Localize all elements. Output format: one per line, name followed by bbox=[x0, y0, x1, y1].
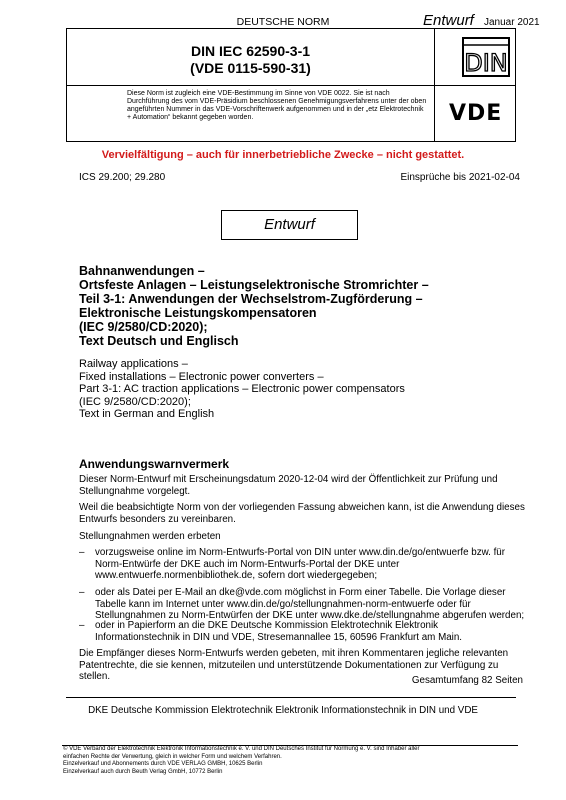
draft-box: Entwurf bbox=[221, 210, 358, 240]
ics-code: ICS 29.200; 29.280 bbox=[79, 172, 166, 183]
copyright-line: Einzelverkauf und Abonnements durch VDE VERLAG GMBH, 10625 Berlin bbox=[63, 761, 263, 767]
copyright-line: © VDE Verband der Elektrotechnik Elektronik Informationstechnik e. V. und DIN Deutsches Institut für Normung e. V. sind Inhaber aller bbox=[63, 746, 420, 752]
din-logo-text: DIN bbox=[464, 49, 508, 77]
copyright-notice bbox=[63, 746, 463, 776]
german-title-line: Bahnanwendungen – bbox=[79, 264, 205, 278]
bullet-online-portal: vorzugsweise online im Norm-Entwurfs-Portal von DIN unter www.din.de/go/entwuerfe bzw. für Norm-Entwürfe der DKE auch im Norm-Entwurfs-Portal der DKE unter www.entwuerfe.normenbibliothek.de, sofern dort wiedergegeben; bbox=[95, 547, 506, 581]
header-box bbox=[66, 28, 516, 142]
paragraph-comments-requested: Stellungnahmen werden erbeten bbox=[79, 531, 221, 542]
paragraph-patent-rights: Die Empfänger dieses Norm-Entwurfs werden gebeten, mit ihren Kommentaren jegliche relevanten Patentrechte, die sie kennen, mitzuteilen und unterstützende Dokumentationen zur Verfügung zu stellen. bbox=[79, 648, 509, 682]
issue-date: Januar 2021 bbox=[484, 17, 540, 28]
bullet-paper: oder in Papierform an die DKE Deutsche Kommission Elektrotechnik Elektronik Informationstechnik in DIN und VDE, Stresemannallee 15, 60596 Frankfurt am Main. bbox=[95, 620, 463, 643]
objection-deadline: Einsprüche bis 2021-02-04 bbox=[400, 172, 520, 183]
german-title bbox=[79, 264, 509, 348]
paragraph-deviation: Weil die beabsichtigte Norm von der vorliegenden Fassung abweichen kann, ist die Anwendung dieses Entwurfs besonders zu vereinbaren. bbox=[79, 502, 525, 525]
bullet-dash: – bbox=[79, 587, 85, 598]
vde-logo: VDE bbox=[449, 101, 503, 126]
english-title-line: (IEC 9/2580/CD:2020); bbox=[79, 395, 191, 408]
copyright-line: einfachen Rechte der Verwertung, gleich in welcher Form und welchem Verfahren. bbox=[63, 753, 282, 760]
document-number bbox=[67, 43, 434, 77]
din-logo bbox=[462, 37, 510, 77]
german-title-line: Elektronische Leistungskompensatoren bbox=[79, 306, 317, 320]
vde-notice: Diese Norm ist zugleich eine VDE-Bestimmung im Sinne von VDE 0022. Sie ist nach Durchführung des vom VDE-Präsidium beschlossenen Genehmigungsverfahrens unter der oben angeführten Nummer in das VDE-Vorschriftenwerk aufgenommen und in der „etz Elektrotechnik + Automation“ bekannt gegeben worden. bbox=[127, 90, 427, 121]
warning-notice-heading: Anwendungswarnvermerk bbox=[79, 457, 230, 471]
document-number-din: DIN IEC 62590-3-1 bbox=[190, 43, 311, 59]
german-title-line: Teil 3-1: Anwendungen der Wechselstrom-Zugförderung – bbox=[79, 292, 423, 306]
total-pages: Gesamtumfang 82 Seiten bbox=[411, 675, 523, 686]
list-item bbox=[79, 620, 525, 644]
document-number-vde: (VDE 0115-590-31) bbox=[190, 60, 311, 76]
english-title-line: Text in German and English bbox=[79, 408, 215, 420]
norm-type-label: DEUTSCHE NORM bbox=[236, 16, 330, 28]
german-title-line: (IEC 9/2580/CD:2020); bbox=[79, 320, 208, 334]
bullet-dash: – bbox=[79, 620, 85, 631]
dke-publisher: DKE Deutsche Kommission Elektrotechnik Elektronik Informationstechnik in DIN und VDE bbox=[88, 705, 478, 716]
german-title-line: Ortsfeste Anlagen – Leistungselektronische Stromrichter – bbox=[79, 278, 429, 292]
header-divider-horizontal bbox=[67, 85, 515, 86]
english-title-line: Fixed installations – Electronic power converters – bbox=[79, 370, 324, 383]
bullet-dash: – bbox=[79, 547, 85, 558]
english-title-line: Railway applications – bbox=[79, 358, 188, 370]
reproduction-warning: Vervielfältigung – auch für innerbetriebliche Zwecke – nicht gestattet. bbox=[101, 149, 465, 161]
german-title-line: Text Deutsch und Englisch bbox=[79, 334, 239, 348]
english-title-line: Part 3-1: AC traction applications – Electronic power compensators bbox=[79, 383, 405, 395]
copyright-line: Einzelverkauf auch durch Beuth Verlag GmbH, 10772 Berlin bbox=[63, 768, 223, 775]
draft-label: Entwurf bbox=[423, 12, 474, 29]
english-title bbox=[79, 358, 509, 421]
list-item bbox=[79, 587, 525, 623]
paragraph-review: Dieser Norm-Entwurf mit Erscheinungsdatum 2020-12-04 wird der Öffentlichkeit zur Prüfung und Stellungnahme vorgelegt. bbox=[79, 474, 498, 497]
list-item bbox=[79, 547, 525, 583]
footer-divider bbox=[66, 697, 516, 698]
bullet-email: oder als Datei per E-Mail an dke@vde.com möglichst in Form einer Tabelle. Die Vorlage dieser Tabelle kann im Internet unter www.din.de/go/stellungnahmen-norm-entwuerfe oder für Stellungnahmen zu Norm-Entwürfen der DKE unter www.dke.de/stellungnahme abgerufen werden; bbox=[95, 587, 525, 621]
